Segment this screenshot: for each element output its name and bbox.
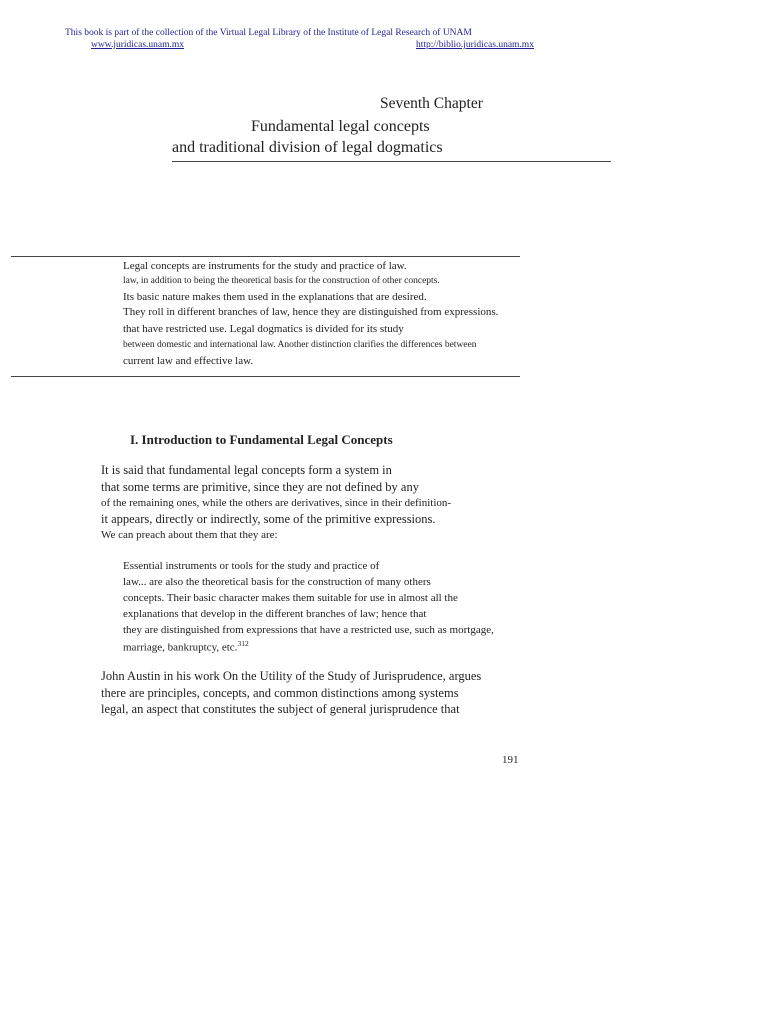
title-rule [172,161,611,162]
quote-line: law... are also the theoretical basis for the construction of many others [123,576,431,588]
footnote-ref[interactable]: 312 [237,639,249,648]
quote-line [123,639,249,654]
abstract-line: between domestic and international law. Another distinction clarifies the differences between [123,340,477,350]
body-line: there are principles, concepts, and common distinctions among systems [101,686,459,700]
collection-notice: This book is part of the collection of the Virtual Legal Library of the Institute of Legal Research of UNAM [65,28,472,38]
biblio-link[interactable]: http://biblio.juridicas.unam.mx [416,40,534,50]
body-line: of the remaining ones, while the others are derivatives, since in their definition- [101,497,452,509]
body-line: John Austin in his work On the Utility of the Study of Jurisprudence, argues [101,669,482,683]
quote-line-text: marriage, bankruptcy, etc. [123,641,238,654]
abstract-line: Its basic nature makes them used in the explanations that are desired. [123,291,427,303]
abstract-top-rule [11,256,520,257]
page-number: 191 [502,754,519,766]
body-line: It is said that fundamental legal concepts form a system in [101,463,392,477]
juridicas-link[interactable]: www.juridicas.unam.mx [91,40,185,50]
chapter-label: Seventh Chapter [380,95,483,112]
chapter-title-line-1: Fundamental legal concepts [251,118,430,135]
quote-line: they are distinguished from expressions that have a restricted use, such as mortgage, [123,624,494,636]
abstract-line: law, in addition to being the theoretical basis for the construction of other concepts. [123,276,440,286]
quote-line: Essential instruments or tools for the study and practice of [123,560,380,572]
body-line: We can preach about them that they are: [101,529,278,541]
body-line: that some terms are primitive, since they are not defined by any [101,480,419,494]
abstract-line: that have restricted use. Legal dogmatics is divided for its study [123,323,404,335]
quote-line: explanations that develop in the different branches of law; hence that [123,608,427,620]
abstract-line: Legal concepts are instruments for the study and practice of law. [123,260,407,272]
body-line: it appears, directly or indirectly, some of the primitive expressions. [101,512,436,526]
section-heading: I. Introduction to Fundamental Legal Concepts [130,432,393,447]
quote-line: concepts. Their basic character makes them suitable for use in almost all the [123,592,458,604]
abstract-bottom-rule [11,376,520,377]
abstract-line: They roll in different branches of law, hence they are distinguished from expressions. [123,306,499,318]
chapter-title-line-2: and traditional division of legal dogmatics [172,139,443,156]
abstract-line: current law and effective law. [123,355,254,367]
body-line: legal, an aspect that constitutes the subject of general jurisprudence that [101,702,460,716]
